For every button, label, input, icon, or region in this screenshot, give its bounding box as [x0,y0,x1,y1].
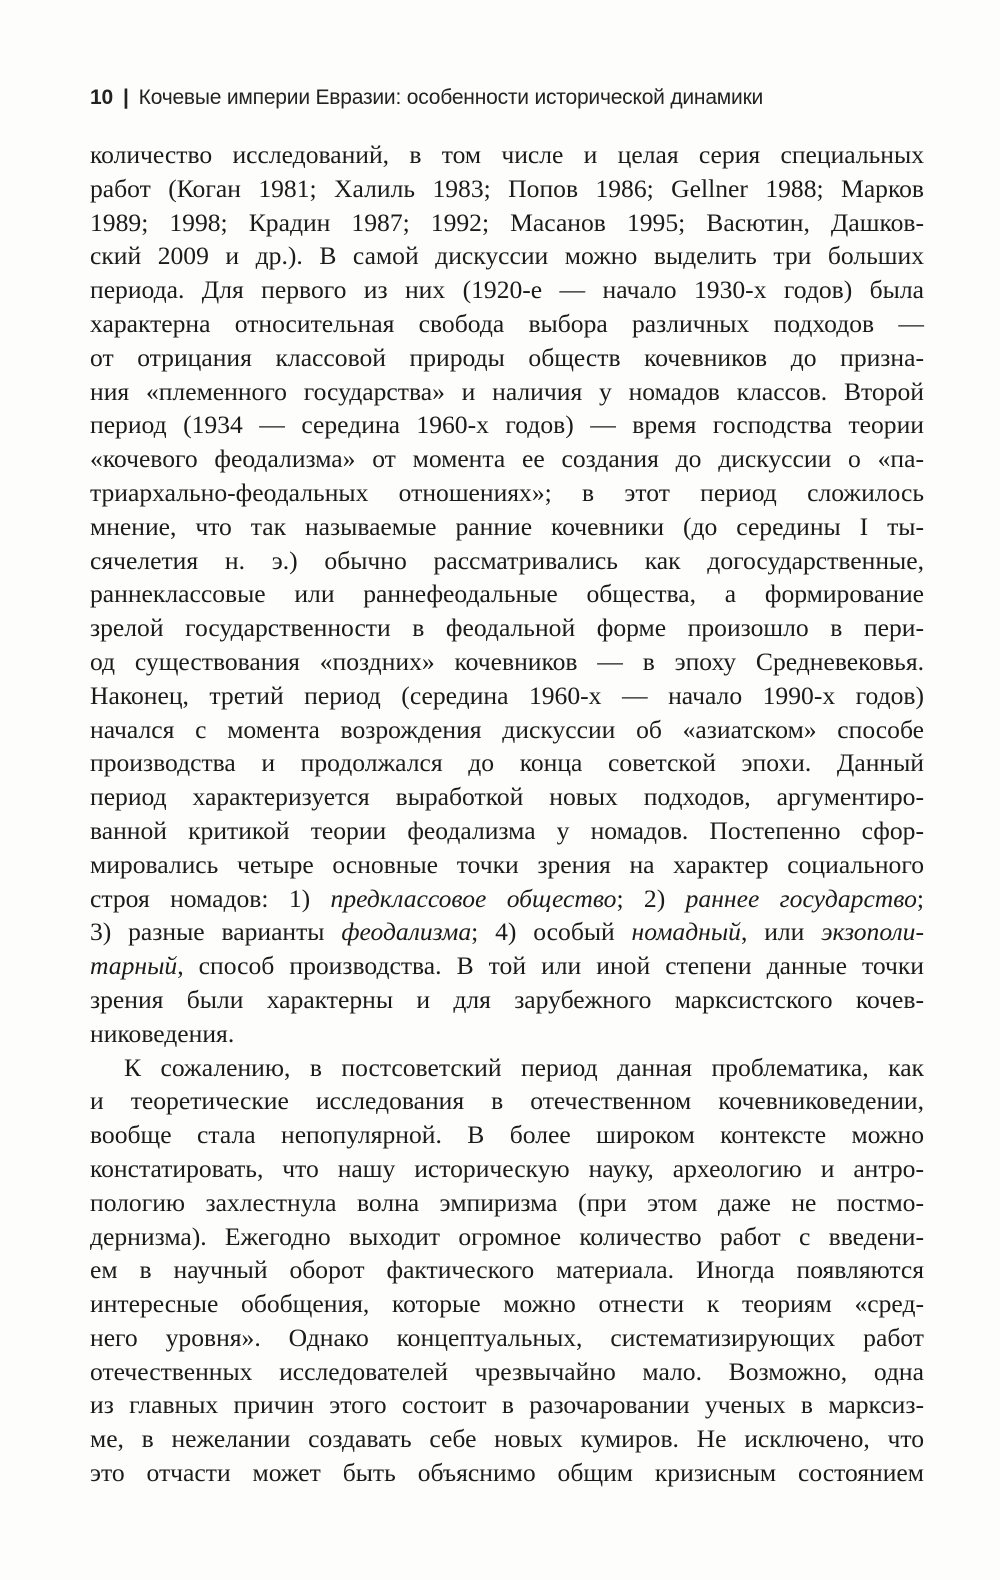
paragraph-1 [90,138,924,1051]
text-line: од существования «поздних» кочевников — в эпоху Средневековья. [90,646,924,676]
text-line: характерна относительная свобода выбора различных подходов — [90,308,924,338]
text-run: ; 2) [616,883,686,913]
text-line: 1989; 1998; Крадин 1987; 1992; Масанов 1995; Васютин, Дашков- [90,207,924,237]
text-run: 3) разные варианты [90,917,342,947]
text-line: К сожалению, в постсоветский период данная проблематика, как [124,1052,924,1082]
text-line: это отчасти может быть объяснимо общим кризисным состоянием [90,1458,924,1488]
running-header [90,86,910,110]
text-run: строя номадов: 1) [90,883,331,913]
text-line: период (1934 — середина 1960-х годов) — время господства теории [90,410,924,440]
text-line: интересные обобщения, которые можно отнести к теориям «сред- [90,1289,924,1319]
paragraph-2 [90,1051,924,1490]
text-line [90,915,924,949]
text-line: него уровня». Однако концептуальных, систематизирующих работ [90,1322,924,1352]
text-line: производства и продолжался до конца советской эпохи. Данный [90,748,924,778]
text-run: ; [916,883,924,913]
page-number: 10 [90,86,113,109]
text-line: раннеклассовые или раннефеодальные общества, а формирование [90,579,924,609]
text-line: мировались четыре основные точки зрения на характер социального [90,849,924,879]
italic-term: тарный [90,951,178,981]
book-title: Кочевые империи Евразии: особенности исторической динамики [138,86,764,109]
italic-term: раннее государство [685,883,917,913]
text-line: вообще стала непопулярной. В более широком контексте можно [90,1120,924,1150]
text-run: , или [740,917,822,947]
text-line: пологию захлестнула волна эмпиризма (при этом даже не постмо- [90,1187,924,1217]
text-line: и теоретические исследования в отечественном кочевниковедении, [90,1086,924,1116]
text-line: начался с момента возрождения дискуссии об «азиатском» способе [90,714,924,744]
text-line: сячелетия н. э.) обычно рассматривались как догосударственные, [90,545,924,575]
text-line: ский 2009 и др.). В самой дискуссии можно выделить три больших [90,241,924,271]
text-line: работ (Коган 1981; Халиль 1983; Попов 1986; Gellner 1988; Марков [90,173,924,203]
text-line [90,949,924,983]
text-line: ем в научный оборот фактического материала. Иногда появляются [90,1255,924,1285]
text-line: периода. Для первого из них (1920-е — начало 1930-х годов) была [90,275,924,305]
text-line: мнение, что так называемые ранние кочевники (до середины I ты- [90,511,924,541]
text-run: , способ производства. В той или иной степени данные точки [177,951,924,981]
italic-term: номадный [631,917,741,947]
text-line: дернизма). Ежегодно выходит огромное количество работ с введени- [90,1221,924,1251]
header-separator: | [122,86,129,109]
text-line: из главных причин этого состоит в разочаровании ученых в марксиз- [90,1390,924,1420]
italic-term: предклассовое общество [330,883,617,913]
body-text [90,138,924,1490]
text-line: никоведения. [90,1018,235,1048]
text-run: ; 4) особый [471,917,632,947]
italic-term: феодализма [341,917,472,947]
text-line: констатировать, что нашу историческую науку, археологию и антро- [90,1153,924,1183]
text-line: Наконец, третий период (середина 1960-х — начало 1990-х годов) [90,680,924,710]
text-line: ванной критикой теории феодализма у номадов. Постепенно сфор- [90,815,924,845]
text-line [90,882,924,916]
text-line: от отрицания классовой природы обществ кочевников до призна- [90,342,924,372]
text-line: триархально-феодальных отношениях»; в этот период сложилось [90,477,924,507]
text-line: ме, в нежелании создавать себе новых кумиров. Не исключено, что [90,1424,924,1454]
text-line: количество исследований, в том числе и целая серия специальных [90,140,924,169]
text-line: «кочевого феодализма» от момента ее создания до дискуссии о «па- [90,444,924,474]
text-line: период характеризуется выработкой новых подходов, аргументиро- [90,782,924,812]
text-line: ния «племенного государства» и наличия у номадов классов. Второй [90,376,924,406]
text-line: зрения были характерны и для зарубежного марксистского кочев- [90,984,924,1014]
italic-term: экзополи- [821,917,924,947]
text-line: зрелой государственности в феодальной форме произошло в пери- [90,613,924,643]
text-line: отечественных исследователей чрезвычайно мало. Возможно, одна [90,1356,924,1386]
